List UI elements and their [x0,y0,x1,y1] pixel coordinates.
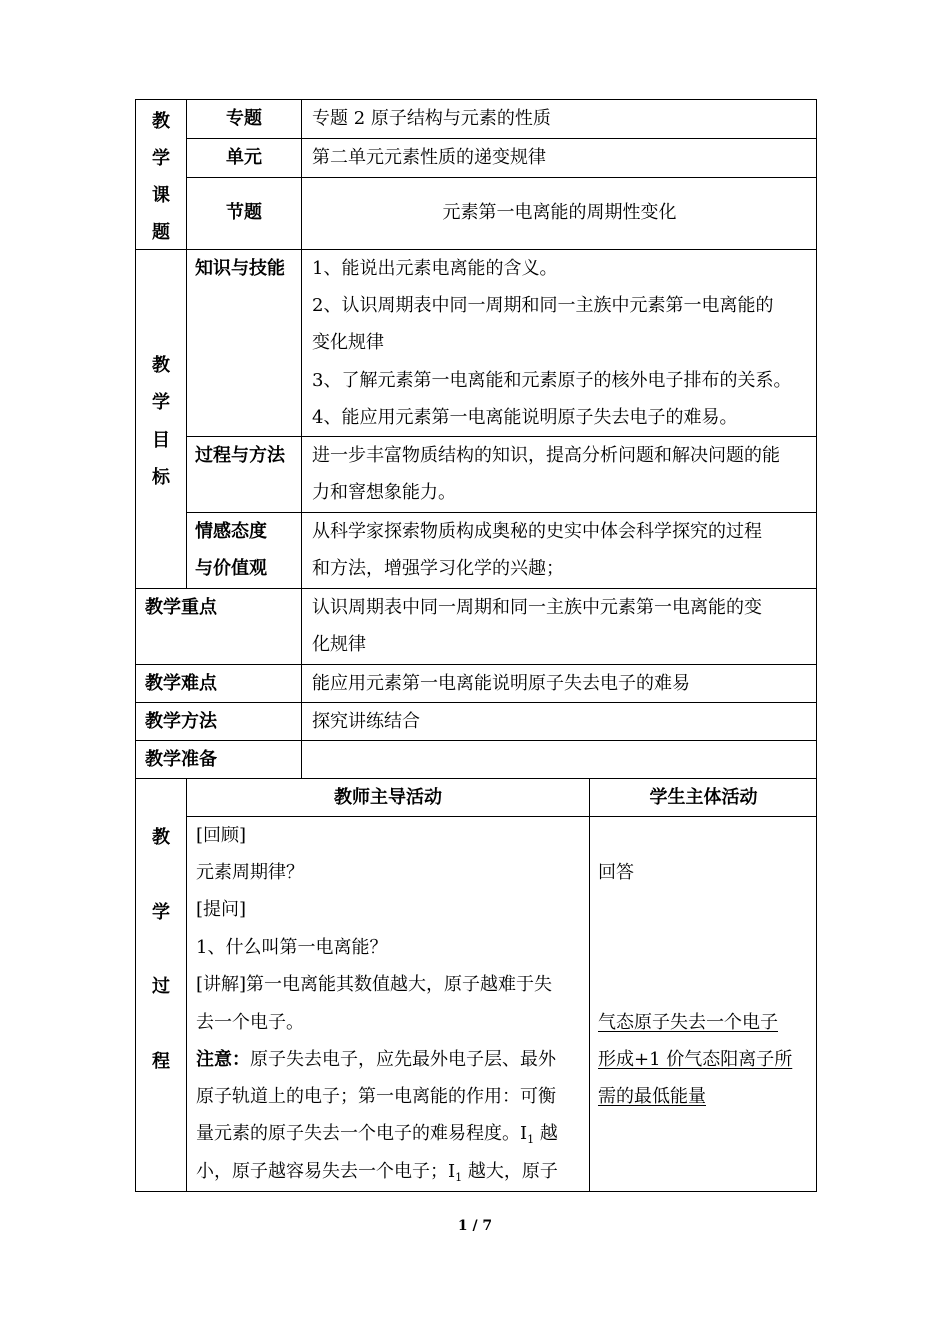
teacher-line: [讲解]第一电离能其数值越大，原子越难于失 [196,974,553,995]
knowledge-line: 3、了解元素第一电离能和元素原子的核外电子排布的关系。 [312,370,792,391]
key-point-line: 认识周期表中同一周期和同一主族中元素第一电离能的变 [312,597,762,618]
teacher-line [196,1115,558,1158]
divider [135,740,817,741]
student-definition-line: 气态原子失去一个电子 [598,1012,778,1033]
subscript: 1 [527,1133,535,1146]
note-text: 原子失去电子，应先最外电子层、最外 [250,1049,556,1070]
subscript: 1 [455,1171,463,1184]
teacher-line [196,1041,556,1078]
teacher-line: 原子轨道上的电子；第一电离能的作用：可衡 [196,1086,556,1107]
process-label-char: 学 [152,902,170,923]
process-label-char: 教 [152,827,170,848]
prep-label: 教学准备 [145,749,217,770]
teacher-line: 1、什么叫第一电离能？ [196,937,388,958]
teacher-line: [提问] [196,899,247,920]
goals-label-char: 教 [152,355,170,376]
student-activity-header: 学生主体活动 [649,787,758,808]
note-label: 注意： [196,1049,250,1070]
emotion-label-line: 情感态度 [195,521,267,542]
method-label: 教学方法 [145,711,217,732]
text-segment: 小，原子越容易失去一个电子；I [196,1161,456,1182]
knowledge-line: 1、能说出元素电离能的含义。 [312,258,558,279]
knowledge-label: 知识与技能 [195,258,285,279]
divider [589,778,590,1192]
student-definition-line: 需的最低能量 [598,1086,706,1107]
divider [186,778,187,1192]
key-point-label: 教学重点 [145,597,217,618]
emotion-line: 和方法，增强学习化学的兴趣； [312,558,564,579]
unit-value: 第二单元元素性质的递变规律 [312,147,546,168]
process-method-label: 过程与方法 [195,445,285,466]
section-value: 元素第一电离能的周期性变化 [442,202,677,223]
student-answer: 回答 [598,862,634,883]
unit-label: 单元 [226,147,262,168]
knowledge-line: 变化规律 [312,332,384,353]
student-definition-line: 形成+1 价气态阳离子所 [598,1049,793,1070]
key-point-line: 化规律 [312,634,366,655]
course-label-char: 题 [152,222,170,243]
method-value: 探究讲练结合 [312,711,420,732]
section-label: 节题 [226,202,262,223]
process-label-char: 过 [152,976,170,997]
difficulty-value: 能应用元素第一电离能说明原子失去电子的难易 [312,673,690,694]
teacher-line [196,1153,558,1196]
emotion-label-line: 与价值观 [195,558,267,579]
course-label-char: 课 [152,185,170,206]
goals-label-char: 目 [152,430,170,451]
emotion-line: 从科学家探索物质构成奥秘的史实中体会科学探究的过程 [312,521,762,542]
text-segment: 越大，原子 [462,1161,558,1182]
topic-label: 专题 [226,108,262,129]
divider [186,816,817,817]
teacher-line: 元素周期律？ [196,862,304,883]
difficulty-label: 教学难点 [145,673,217,694]
knowledge-line: 2、认识周期表中同一周期和同一主族中元素第一电离能的 [312,295,774,316]
topic-value: 专题 2 原子结构与元素的性质 [312,108,551,129]
teacher-line: 去一个电子。 [196,1012,304,1033]
divider [135,702,817,703]
goals-label-char: 学 [152,392,170,413]
teacher-activity-header: 教师主导活动 [334,787,442,808]
text-segment: 越 [534,1123,558,1144]
goals-label-char: 标 [152,467,170,488]
teacher-line: [回顾] [196,825,247,846]
page-number: 1 / 7 [457,1218,493,1234]
process-label-char: 程 [152,1051,170,1072]
text-segment: 量元素的原子失去一个电子的难易程度。I [196,1123,528,1144]
course-label-char: 教 [152,111,170,132]
divider [186,177,817,178]
process-method-line: 力和窨想象能力。 [312,482,456,503]
process-method-line: 进一步丰富物质结构的知识，提高分析问题和解决问题的能 [312,445,780,466]
knowledge-line: 4、能应用元素第一电离能说明原子失去电子的难易。 [312,407,738,428]
course-label-char: 学 [152,148,170,169]
